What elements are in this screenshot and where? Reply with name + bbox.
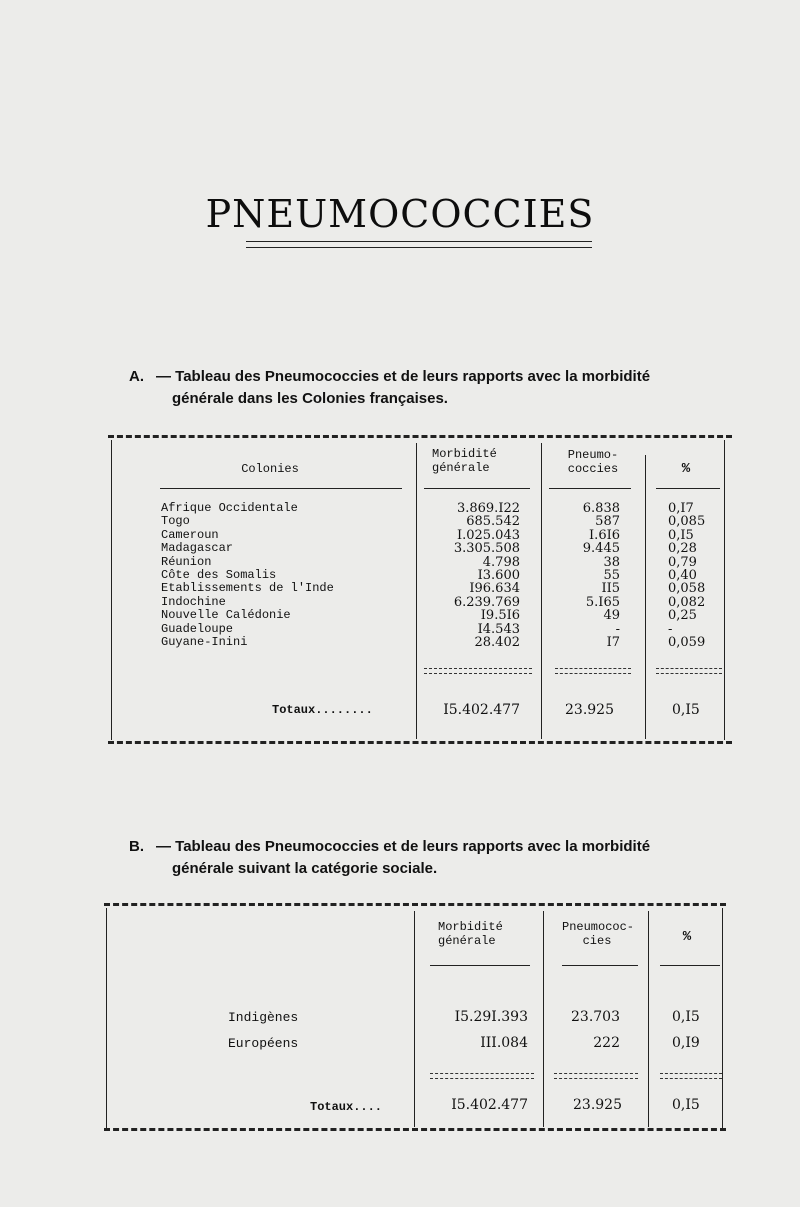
table-cell-pct: 0,I9 [672,1035,700,1051]
table-a-total-pneumo: 23.925 [565,702,614,718]
table-row-colonie: Nouvelle Calédonie [161,608,291,623]
table-cell-pneumo: 9.445 [582,541,620,557]
table-row-colonie: Côte des Somalis [161,568,277,583]
table-cell-pneumo: I.6I6 [589,527,620,543]
table-b-total-rule-morbidite [430,1073,534,1079]
section-b-letter: B. [129,838,144,855]
table-cell-morbidite: I.025.043 [456,527,520,543]
table-b-total-morbidite: I5.402.477 [451,1097,528,1113]
table-b-rule-morbidite [430,965,530,966]
table-b-divider-3 [648,911,649,1127]
table-cell-pneumo: II5 [601,581,620,597]
table-cell-pct: 0,085 [668,514,706,530]
table-b-divider-1 [414,911,415,1127]
table-a-divider-3 [645,455,646,739]
table-cell-pct: 0,I7 [668,501,694,516]
table-b-total-pct: 0,I5 [672,1097,700,1113]
table-cell-pneumo: 222 [593,1035,620,1051]
table-b-rule-pct [660,965,720,966]
table-cell-morbidite: III.084 [480,1035,528,1051]
table-row-colonie: Guyane-Inini [161,635,248,650]
table-b-total-rule-pct [660,1073,722,1079]
table-cell-pct: 0,058 [668,581,706,597]
table-a-rule-colonies [160,488,402,489]
table-cell-morbidite: I96.634 [469,581,520,597]
table-row-colonie: Guadeloupe [161,621,234,636]
table-a-header-morbidite-2: générale [432,461,490,475]
table-cell-pneumo: I7 [606,635,620,651]
table-cell-pneumo: 23.703 [571,1009,620,1025]
table-a-header-pneumo-2: coccies [567,462,619,476]
section-b-caption-line2: générale suivant la catégorie sociale. [172,860,438,877]
table-a-totals-label: Totaux........ [272,703,373,717]
table-b-rule-pneumo [562,965,638,966]
table-b-row-label: Indigènes [228,1010,299,1025]
table-row-colonie: Togo [161,514,190,529]
title-rule-bottom [246,247,592,248]
table-b-header-pct: % [682,929,692,945]
section-a-caption-line2: générale dans les Colonies françaises. [172,390,448,407]
table-b-totals-label: Totaux.... [310,1100,383,1114]
table-a-total-rule-morbidite [424,668,532,674]
table-cell-pneumo: 587 [595,514,620,530]
table-b-border-right [722,908,723,1128]
table-cell-morbidite: 4.798 [482,554,520,570]
table-a-rule-pneumo [549,488,631,489]
table-a-total-pct: 0,I5 [672,702,700,718]
table-b-border-left [106,908,107,1128]
table-a-total-rule-pct [656,668,722,674]
table-cell-pct: 0,059 [668,635,706,651]
table-cell-morbidite: I3.600 [477,568,520,584]
table-row-colonie: Indochine [161,594,226,609]
table-a-pct-column [668,502,728,649]
table-cell-pct: - [668,621,673,637]
table-cell-pneumo: 55 [603,568,620,584]
table-a-total-morbidite: I5.402.477 [443,702,520,718]
table-b-header-morbidite-2: générale [438,934,496,948]
table-row-colonie: Réunion [161,554,212,569]
table-cell-morbidite: 3.869.I22 [456,501,520,516]
table-a-border-left [111,440,112,740]
table-b-header-pneumo-1: Pneumococ- [562,920,635,934]
section-a-letter: A. [129,368,144,385]
table-row-colonie: Madagascar [161,541,234,556]
table-b-border-bottom [104,1128,726,1131]
table-cell-pct: 0,40 [668,568,697,584]
table-b-row-label: Européens [228,1036,299,1051]
table-cell-morbidite: I9.5I6 [480,608,520,624]
table-row-colonie: Cameroun [161,527,219,542]
table-cell-morbidite: 6.239.769 [453,594,520,610]
table-a-header-pneumo-1: Pneumo- [567,448,619,462]
section-b-caption-line1: — Tableau des Pneumococcies et de leurs rapports avec la morbidité [156,838,651,855]
table-row-colonie: Afrique Occidentale [161,501,298,515]
table-cell-morbidite: 28.402 [474,635,520,651]
table-cell-pct: 0,I5 [672,1009,700,1025]
table-b-header-morbidite-1: Morbidité [438,920,503,934]
table-b-header-pneumo-2: cies [582,934,612,948]
table-cell-pneumo: - [615,621,620,637]
table-cell-morbidite: I4.543 [477,621,520,637]
table-row-colonie: Etablissements de l'Inde [161,581,334,596]
table-cell-pct: 0,28 [668,541,697,557]
table-cell-pct: 0,I5 [668,527,694,543]
table-cell-pct: 0,082 [668,594,706,610]
table-cell-morbidite: 3.305.508 [453,541,520,557]
section-a-caption-line1: — Tableau des Pneumococcies et de leurs rapports avec la morbidité [156,368,651,385]
table-a-border-top [108,435,732,438]
table-cell-pneumo: 49 [603,608,620,624]
table-a-header-colonies: Colonies [241,462,299,476]
table-a-colonies-column [161,502,334,649]
table-b-total-rule-pneumo [554,1073,638,1079]
table-cell-pneumo: 5.I65 [585,594,620,610]
table-b-border-top [104,903,726,906]
table-b-total-pneumo: 23.925 [573,1097,622,1113]
table-a-divider-1 [416,443,417,739]
table-a-rule-morbidite [424,488,530,489]
title-rule-top [246,241,592,242]
table-cell-pneumo: 38 [603,554,620,570]
table-cell-pct: 0,25 [668,608,697,624]
table-a-divider-2 [541,443,542,739]
table-a-border-bottom [108,741,732,744]
table-cell-pneumo: 6.838 [582,501,620,516]
page-title: PNEUMOCOCCIES [205,192,595,236]
table-a-header-morbidite-1: Morbidité [432,447,497,461]
table-a-rule-pct [656,488,720,489]
table-a-morbidite-column [420,502,520,649]
table-a-total-rule-pneumo [555,668,631,674]
table-cell-pct: 0,79 [668,554,697,570]
table-a-pneumo-column [544,502,620,649]
table-a-header-pct: % [681,461,691,477]
table-cell-morbidite: 685.542 [466,514,520,530]
table-cell-morbidite: I5.29I.393 [454,1009,528,1025]
